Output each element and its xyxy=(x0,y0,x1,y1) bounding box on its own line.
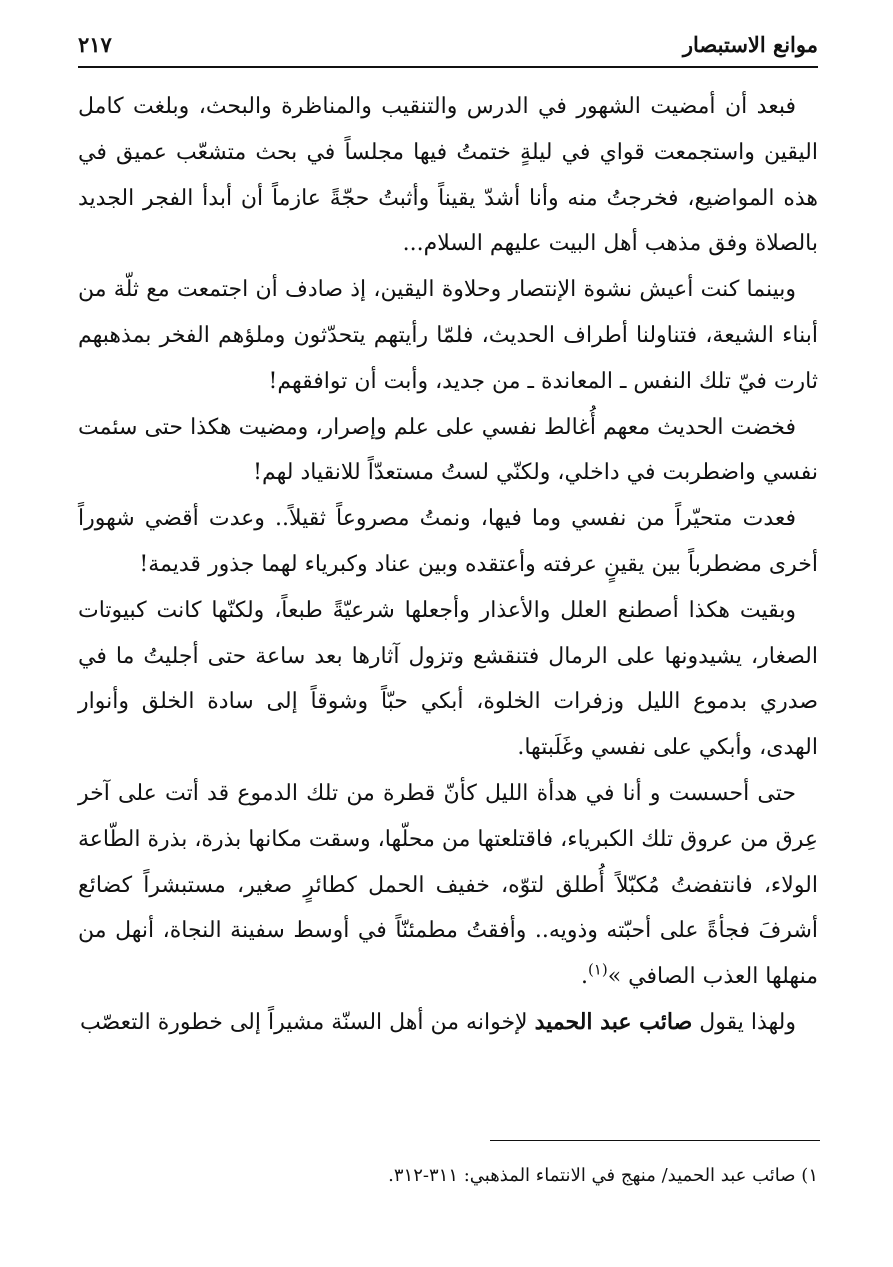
page-number: ٢١٧ xyxy=(78,32,112,57)
paragraph-6-text: حتى أحسست و أنا في هدأة الليل كأنّ قطرة من تلك الدموع قد أتت على آخر عِرق من عروق تلك الكبرياء، فاقتلعتها من محلّها، وسقت مكانها بذرة، بذرة الطّاعة الولاء، فانتفضتُ مُكبّلاً أُطلق لتوّه، خفيف الحمل كطائرٍ صغير، مستبشراً كضائع أشرفَ فجأةً على أحبّته وذويه.. وأفقتُ مطمئنّاً في أوسط سفينة النجاة، أنهل من منهلها العذب الصافي » xyxy=(78,780,818,990)
paragraph-4: فعدت متحيّراً من نفسي وما فيها، ونمتُ مصروعاً ثقيلاً.. وعدت أقضي شهوراً أخرى مضطرباً بين يقينٍ عرفته وأعتقده وبين عناد وكبرياء لهما جذور قديمة! xyxy=(78,506,818,577)
page-header xyxy=(78,28,818,66)
footnote-reference: (١) xyxy=(587,960,608,979)
paragraph-7-lead: ولهذا يقول xyxy=(699,1009,796,1035)
running-title: موانع الاستبصار xyxy=(682,32,818,57)
paragraph-7 xyxy=(78,1000,818,1046)
author-name: صائب عبد الحميد xyxy=(534,1008,693,1035)
footnote: ١) صائب عبد الحميد/ منهج في الانتماء المذهبي: ٣١١-٣١٢. xyxy=(388,1165,818,1186)
paragraph-6: حتى أحسست و أنا في هدأة الليل كأنّ قطرة من تلك الدموع قد أتت على آخر عِرق من عروق تلك الكبرياء، فاقتلعتها من محلّها، وسقت مكانها بذرة، بذرة الطّاعة الولاء، فانتفضتُ مُكبّلاً أُطلق لتوّه، خفيف الحمل كطائرٍ صغير، مستبشراً كضائع أشرفَ فجأةً على أحبّته وذويه.. وأفقتُ مطمئنّاً في أوسط سفينة النجاة، أنهل من منهلها العذب الصافي »$^{(١)}$. xyxy=(78,780,818,990)
body-text xyxy=(78,84,818,1046)
paragraph-5: وبقيت هكذا أصطنع العلل والأعذار وأجعلها شرعيّةً طبعاً، ولكنّها كانت كبيوتات الصغار، يشيدونها على الرمال فتنقشع وتزول آثارها بعد ساعة حتى أجليتُ ما في صدري بدموع الليل وزفرات الخلوة، أبكي حبّاً وشوقاً إلى سادة الخلق وأنوار الهدى، وأبكي على نفسي وغَلَبتها. xyxy=(78,597,818,761)
paragraph-2: وبينما كنت أعيش نشوة الإنتصار وحلاوة اليقين، إذ صادف أن اجتمعت مع ثلّة من أبناء الشيعة، فتناولنا أطراف الحديث، فلمّا رأيتهم يتحدّثون وملؤهم الفخر بمذهبهم ثارت فيّ تلك النفس ـ المعاندة ـ من جديد، وأبت أن توافقهم! xyxy=(78,277,818,394)
footnote-divider xyxy=(490,1140,820,1141)
header-divider xyxy=(78,66,818,68)
paragraph-7-rest: لإخوانه من أهل السنّة مشيراً إلى خطورة التعصّب xyxy=(79,1009,528,1035)
paragraph-1: فبعد أن أمضيت الشهور في الدرس والتنقيب والمناظرة والبحث، وبلغت كامل اليقين واستجمعت قواي في ليلةٍ ختمتُ فيها مجلساً في بحث متشعّب عميق في هذه المواضيع، فخرجتُ منه وأنا أشدّ يقيناً وأثبتُ حجّةً عازماً أن أبدأ الفجر الجديد بالصلاة وفق مذهب أهل البيت عليهم السلام... xyxy=(78,94,818,257)
paragraph-3: فخضت الحديث معهم أُغالط نفسي على علم وإصرار، ومضيت هكذا حتى سئمت نفسي واضطربت في داخلي، ولكنّي لستُ مستعدّاً للانقياد لهم! xyxy=(78,414,818,486)
